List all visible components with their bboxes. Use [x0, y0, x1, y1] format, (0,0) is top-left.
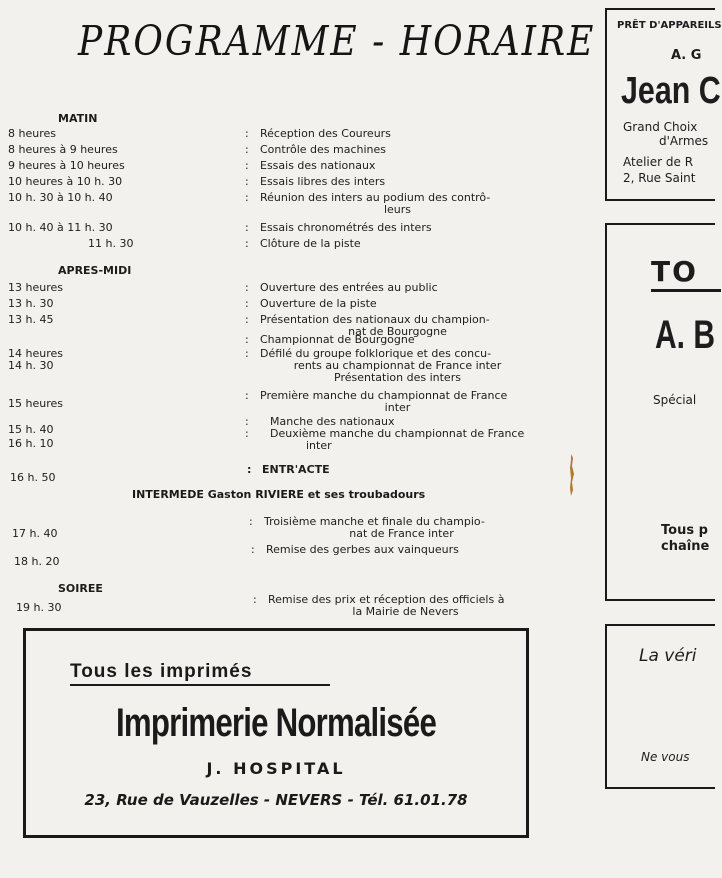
right-box2-big: TO: [651, 255, 698, 288]
page-title: PROGRAMME - HORAIRE: [78, 18, 596, 66]
program-page: PROGRAMME - HORAIRE MATIN APRES-MIDI SOIREE 8 heures : Réception des Coureurs 8 heures à 9 heures : Contrôle des machines 9 heures à 10 heures : Essais des nationaux 10 heures à 10 h. 30 : Essais libres des inters 10 h. 30 à 10 h. 40 : Réunion des inters au podium des contrô- leurs 10 h. 40 à 11 h. 30 : Essais chronométrés des inters 11 h. 30 : Clôture de la piste 13 heures : Ouverture des entrées au public 13 h. 30 : Ouverture de la piste 13 h. 45 : Présentation des nationaux du champion- nat de Bourgogne : Championnat de Bourgogne 14 heures : Défilé du groupe folklorique et des concu- rents au championnat de France inter 14 h. 30 Présentation des inters 15 heures : Première manche du championnat de France inter 15 h. 40 : Manche des nationaux 16 h. 10 : Deuxième manche du championnat de France inter 16 h. 50 : ENTR'ACTE INTERMEDE Gaston RIVIERE et ses troubadours 17 h. 40 : Troisième manche et finale du champio- nat de France inter 18 h. 20 : Remise des gerbes aux vainqueurs 19 h. 30 : Remise des prix et réception des officiels à la Mairie de Nevers Tous les imprimés Imprimerie Normalisée J. HOSPITAL 23, Rue de Vauzelles - NEVERS - Tél. 61.01.78 PRÊT D'APPAREILS A. G Jean C Grand Choix d'Armes Atelier de R 2, Rue Saint TO A. B Spécial Tous p chaîne La véri Ne vous: [0, 0, 705, 878]
schedule-time: 13 h. 45: [8, 313, 54, 326]
schedule-desc: Remise des gerbes aux vainqueurs: [266, 543, 459, 556]
schedule-time: 9 heures à 10 heures: [8, 159, 125, 172]
schedule-desc: Troisième manche et finale du champio-: [264, 515, 485, 528]
schedule-desc-cont: leurs: [383, 203, 412, 216]
ad-address: 23, Rue de Vauzelles - NEVERS - Tél. 61.01.78: [84, 791, 468, 809]
schedule-time: 15 h. 40: [8, 423, 54, 436]
right-box3-line2: Ne vous: [641, 750, 690, 764]
section-soiree: SOIREE: [58, 582, 103, 595]
schedule-desc: Présentation des inters: [334, 371, 461, 384]
schedule-time: 14 heures: [8, 347, 63, 360]
right-box1-line4: 2, Rue Saint: [623, 171, 696, 185]
right-box3-line1: La véri: [639, 646, 697, 666]
schedule-time: 14 h. 30: [8, 359, 54, 372]
interlude-text: INTERMEDE Gaston RIVIERE et ses troubadours: [132, 488, 426, 501]
schedule-time: 10 h. 40 à 11 h. 30: [8, 221, 113, 234]
schedule-time: 10 heures à 10 h. 30: [8, 175, 123, 188]
section-matin: MATIN: [58, 112, 98, 125]
right-box2-underline: [651, 289, 721, 292]
right-box1-top: PRÊT D'APPAREILS: [617, 20, 722, 31]
right-box2-line2: chaîne: [661, 539, 710, 554]
right-box2-name: A. B: [655, 313, 715, 357]
schedule-time: 18 h. 20: [14, 555, 60, 568]
schedule-desc-cont: nat de France inter: [349, 527, 454, 540]
right-box1-line3: Atelier de R: [623, 155, 694, 169]
schedule-desc-cont: nat de Bourgogne: [348, 325, 447, 338]
schedule-time: 16 h. 10: [8, 437, 54, 450]
schedule-desc: Deuxième manche du championnat de France: [270, 427, 525, 440]
schedule-time: 10 h. 30 à 10 h. 40: [8, 191, 113, 204]
ad-headline: Tous les imprimés: [70, 661, 253, 682]
schedule-desc: Réception des Coureurs: [260, 127, 391, 140]
ad-headline-underline: [70, 684, 330, 686]
schedule-time: 16 h. 50: [10, 471, 56, 484]
right-box1-initial: A. G: [671, 48, 702, 63]
right-ad-box-1: [605, 8, 722, 201]
section-apres-midi: APRES-MIDI: [58, 264, 132, 277]
schedule-time: 13 heures: [8, 281, 63, 294]
schedule-desc: Défilé du groupe folklorique et des concu-: [260, 347, 492, 360]
schedule-time: 11 h. 30: [88, 237, 134, 250]
ad-owner: J. HOSPITAL: [206, 759, 346, 778]
schedule-time: 19 h. 30: [16, 601, 62, 614]
schedule-time: 17 h. 40: [12, 527, 58, 540]
schedule-time: 13 h. 30: [8, 297, 54, 310]
schedule-time: 8 heures: [8, 127, 56, 140]
schedule-desc: Présentation des nationaux du champion-: [260, 313, 490, 326]
schedule-desc: Réunion des inters au podium des contrô-: [260, 191, 491, 204]
schedule-desc: Clôture de la piste: [260, 237, 361, 250]
schedule-desc: Ouverture de la piste: [260, 297, 377, 310]
right-box1-line2: d'Armes: [659, 134, 709, 148]
schedule-desc: Essais chronométrés des inters: [260, 221, 432, 234]
ad-company-name: Imprimerie Normalisée: [115, 701, 437, 745]
right-box2-line1: Tous p: [661, 523, 708, 538]
schedule-desc: Manche des nationaux: [270, 415, 395, 428]
right-box1-line1: Grand Choix: [623, 120, 698, 134]
right-ad-box-3: [605, 624, 715, 789]
schedule-desc: Championnat de Bourgogne: [260, 333, 415, 346]
schedule-desc-cont: inter: [384, 401, 411, 414]
schedule-desc: ENTR'ACTE: [262, 463, 330, 476]
schedule-desc-cont: la Mairie de Nevers: [352, 605, 459, 618]
schedule-time: 15 heures: [8, 397, 63, 410]
schedule-desc: Essais des nationaux: [260, 159, 376, 172]
schedule-desc: Contrôle des machines: [260, 143, 387, 156]
paper-stain-icon: [567, 452, 577, 498]
printer-advertisement: [23, 628, 529, 838]
schedule-desc: Première manche du championnat de France: [260, 389, 508, 402]
right-box2-special: Spécial: [653, 393, 697, 407]
right-box1-name: Jean C: [621, 70, 721, 112]
schedule-time: 8 heures à 9 heures: [8, 143, 118, 156]
schedule-desc: Remise des prix et réception des officiels à: [268, 593, 505, 606]
schedule-desc: Essais libres des inters: [260, 175, 386, 188]
schedule-desc-cont: rents au championnat de France inter: [293, 359, 502, 372]
schedule-desc-cont: inter: [306, 439, 332, 452]
right-ad-box-2: [605, 223, 715, 601]
schedule-desc: Ouverture des entrées au public: [260, 281, 438, 294]
